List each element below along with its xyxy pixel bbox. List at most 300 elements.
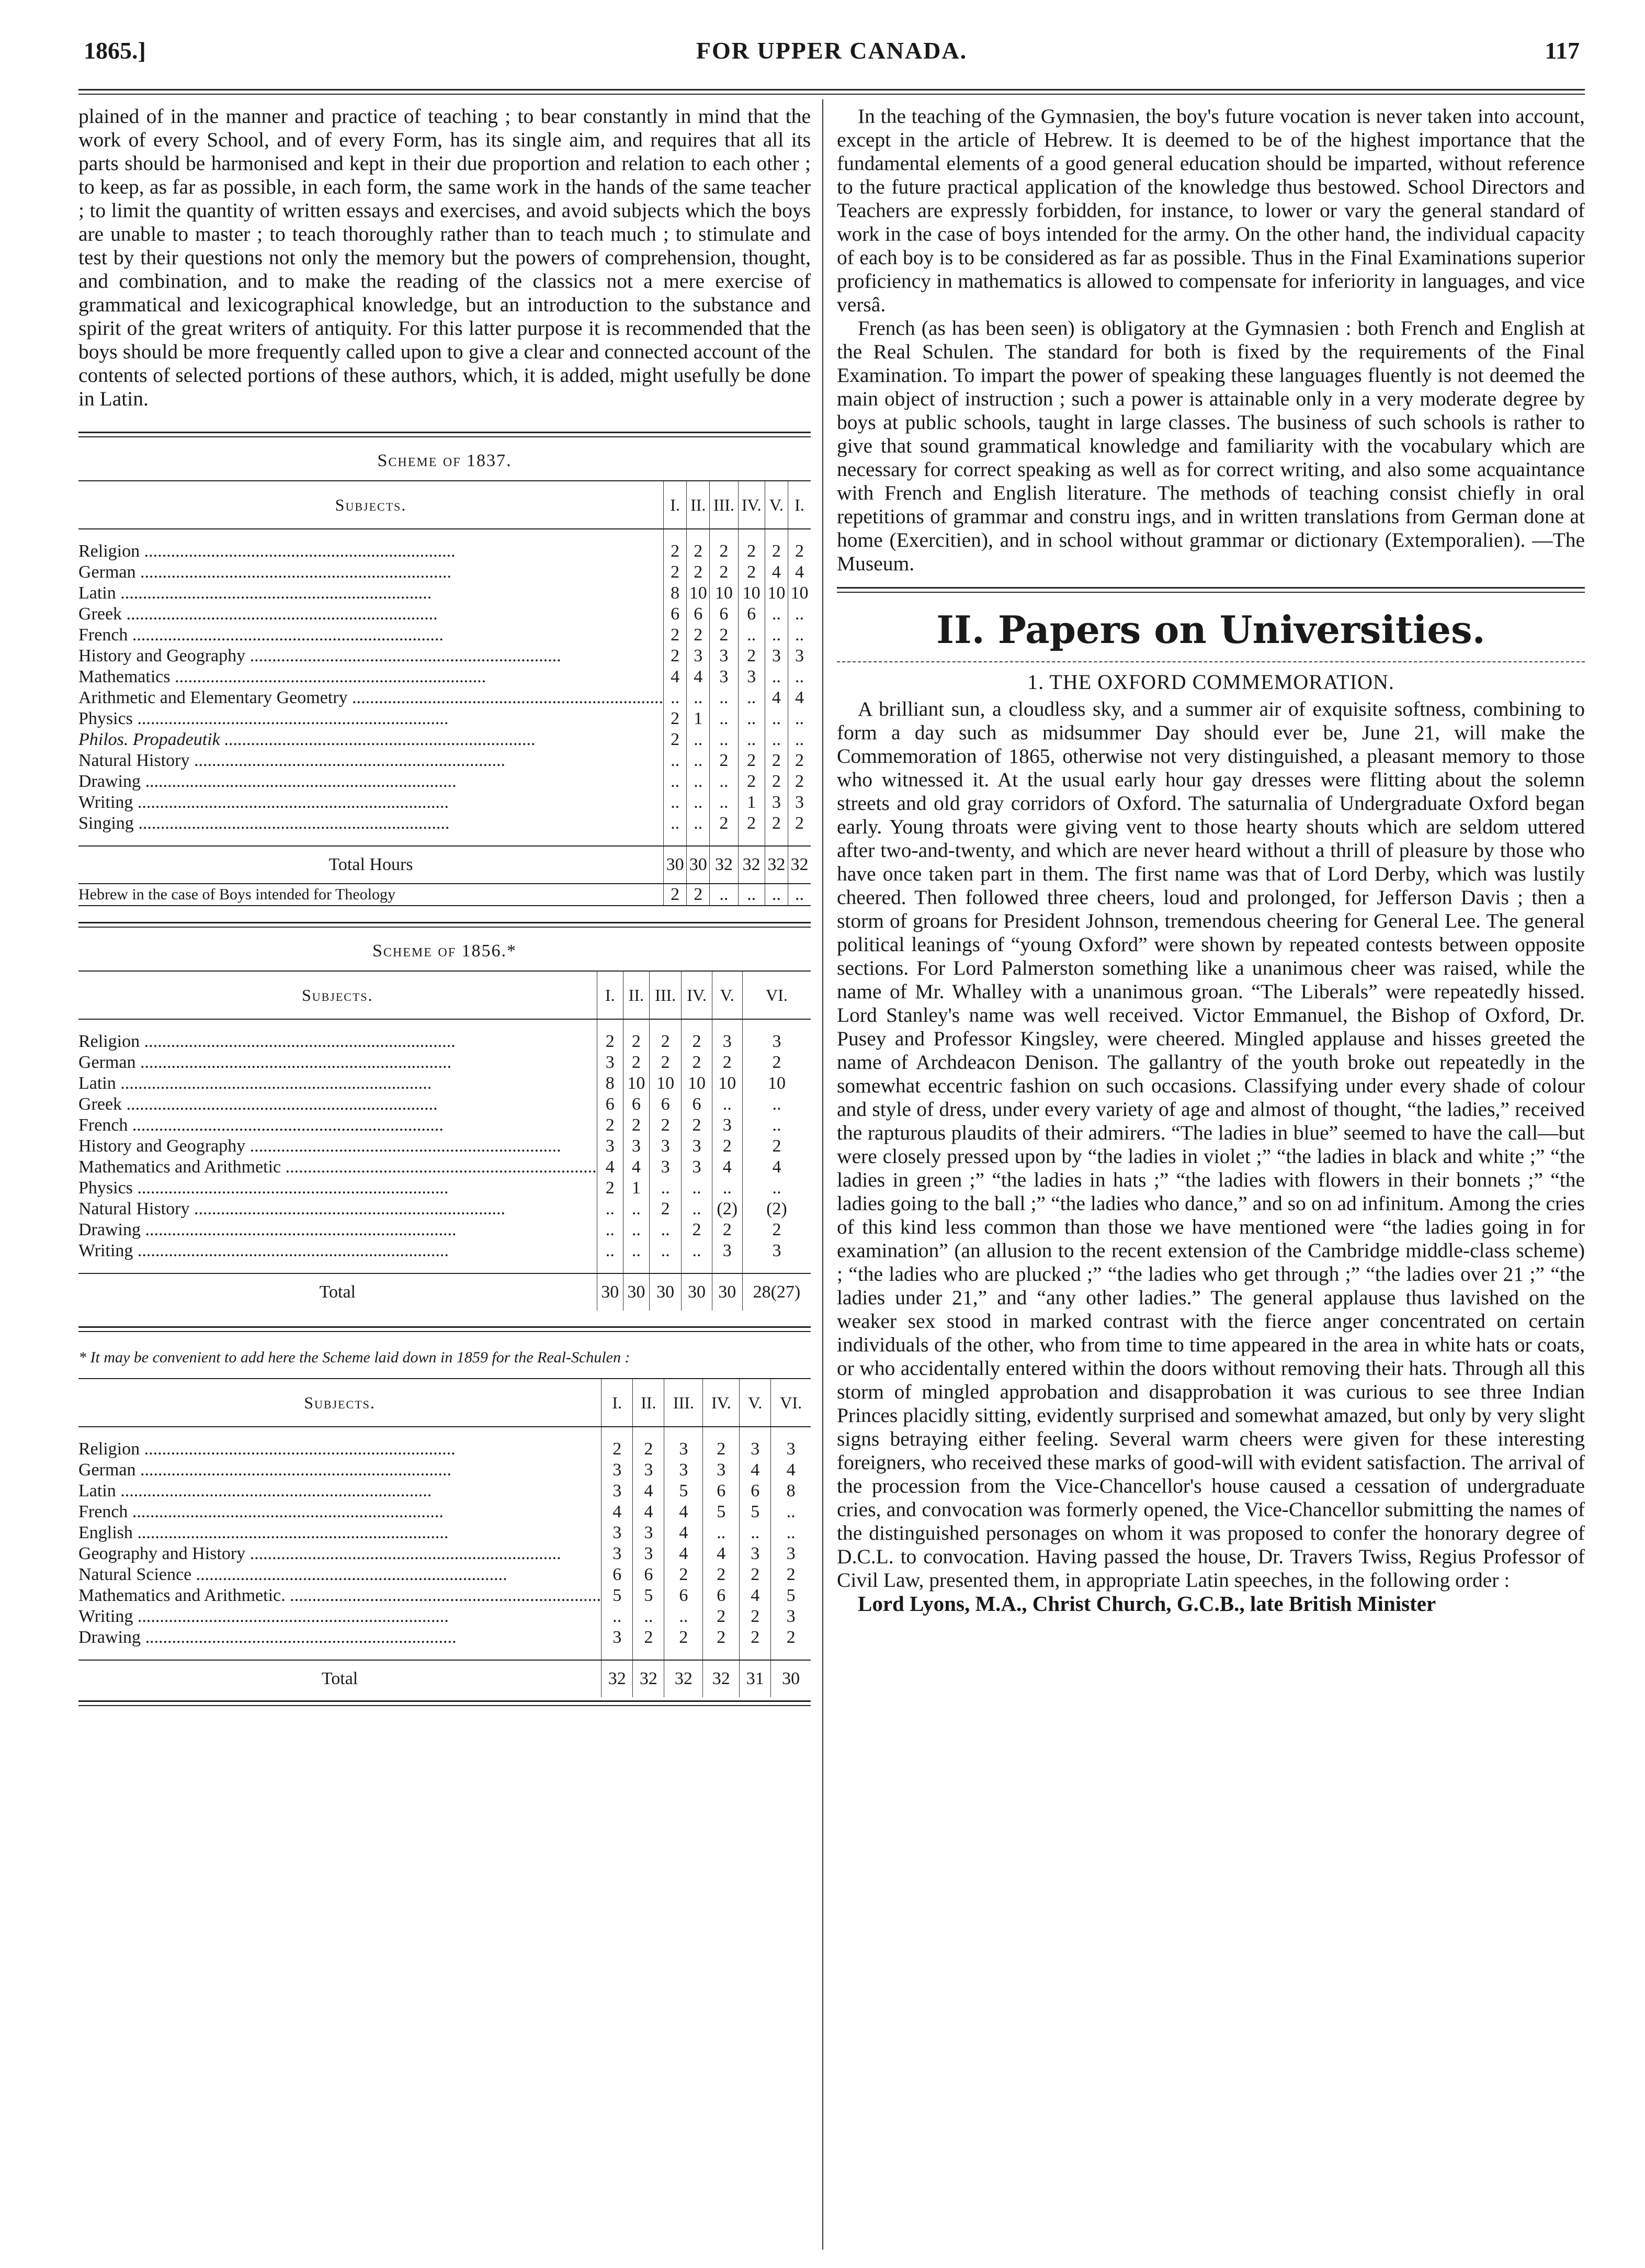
subject-cell: Drawing .....: [78, 1627, 602, 1648]
hours-cell: 2: [710, 541, 738, 562]
hours-cell: 3: [712, 1115, 742, 1136]
hours-cell: 2: [687, 541, 710, 562]
hours-cell: 4: [771, 1460, 811, 1481]
subject-cell: Physics .....: [78, 708, 664, 729]
hours-cell: 30: [597, 1273, 623, 1311]
hours-cell: ..: [712, 1094, 742, 1115]
table-row: [78, 729, 811, 750]
table-row: [78, 625, 811, 646]
table-row: [78, 1094, 811, 1115]
hours-cell: 4: [687, 667, 710, 687]
hours-cell: 3: [703, 1460, 740, 1481]
hours-cell: 2: [765, 750, 788, 771]
spacer-row: [78, 1261, 811, 1273]
hours-cell: 3: [649, 1136, 682, 1157]
hours-cell: 3: [687, 646, 710, 667]
hours-cell: 30: [664, 846, 687, 884]
hours-cell: ..: [765, 708, 788, 729]
subjects-header: Subjects.: [78, 481, 664, 529]
hours-cell: 2: [633, 1627, 664, 1648]
hours-cell: 4: [703, 1543, 740, 1564]
hours-cell: 2: [664, 708, 687, 729]
hours-cell: ..: [623, 1199, 649, 1220]
divider: [78, 432, 811, 437]
hours-cell: 2: [664, 1627, 703, 1648]
hours-cell: 2: [597, 1178, 623, 1199]
hours-cell: 2: [765, 771, 788, 792]
hours-cell: ..: [682, 1178, 712, 1199]
hours-cell: 5: [740, 1502, 771, 1522]
hours-cell: 1: [623, 1178, 649, 1199]
form-header: II.: [687, 481, 710, 529]
form-header: I.: [788, 481, 811, 529]
hours-cell: ..: [738, 729, 765, 750]
form-header: IV.: [738, 481, 765, 529]
hours-cell: 3: [742, 1240, 811, 1261]
table-row: [78, 541, 811, 562]
hours-cell: ..: [771, 1502, 811, 1522]
hours-cell: 2: [738, 646, 765, 667]
wavy-rule: [837, 661, 1585, 662]
hours-cell: 4: [633, 1481, 664, 1502]
hours-cell: 1: [687, 708, 710, 729]
hours-cell: ..: [664, 750, 687, 771]
subject-cell: Arithmetic and Elementary Geometry .....: [78, 687, 664, 708]
hours-cell: 4: [602, 1502, 633, 1522]
hours-cell: ..: [788, 625, 811, 646]
form-header: V.: [740, 1379, 771, 1427]
table-row: [78, 1481, 811, 1502]
hours-cell: ..: [703, 1522, 740, 1543]
hours-cell: 3: [633, 1543, 664, 1564]
table-row: [78, 771, 811, 792]
hours-cell: ..: [664, 1606, 703, 1627]
hours-cell: 3: [740, 1543, 771, 1564]
hours-cell: 3: [597, 1052, 623, 1073]
hours-cell: 2: [742, 1052, 811, 1073]
hours-cell: 3: [788, 646, 811, 667]
hours-cell: 6: [664, 604, 687, 625]
table-row: [78, 1240, 811, 1261]
hours-cell: ..: [687, 792, 710, 813]
hours-cell: 6: [633, 1564, 664, 1585]
hours-cell: ..: [710, 792, 738, 813]
subject-cell: Latin .....: [78, 583, 664, 604]
commemoration-paragraph: A brilliant sun, a cloudless sky, and a summer air of exquisite softness, combining to form a day such as midsummer Day should ever be, June 21, will make the Commemoration of 1865, otherwise not very distinguished, a pleasant memory to those who witnessed it. At the usual early hour gay dresses were flitting about the solemn streets and old gray corridors of Oxford. The saturnalia of Undergraduate Oxford began early. Young throats were giving vent to those hearty shouts which are seldom uttered after two-and-twenty, and which are never heard without a thrill of pleasure by those who have once taken part in them. The first name was that of Lord Derby, which was lustily cheered. Then followed three cheers, loud and prolonged, for Jefferson Davis ; then a storm of groans for President Johnson, tremendous cheering for General Lee. The general political leanings of “young Oxford” were shown by repeated contests between opposite sections. For Lord Palmerston something like a unanimous cheer was raised, while the name of Mr. Whalley with a unanimous groan. “The Liberals” were repeatedly hissed. Lord Stanley's name was well received. Victor Emmanuel, the Bishop of Oxford, Dr. Pusey and Professor Kingsley, were cheered. Mingled applause and hisses greeted the name of Archdeacon Denison. The gallantry of the youth broke out repeatedly in the somewhat eccentric fashion on such occasions. Classifying under every shade of colour and style of dress, under every variety of age and almost of thought, “the ladies,” received the rapturous plaudits of their admirers. “The ladies in blue” seemed to have the call—but were closely pressed upon by “the ladies in violet ;” “the ladies in black and white ;” “the ladies in green ;” “the ladies in hats ;” “the ladies with flowers in their bonnets ;” “the ladies going to the ball ;” “the ladies who dance,” and so on ad infinitum. Among the cries of this kind less common than those we have mentioned were “the ladies going in for examination” (an allusion to the recent extension of the Cambridge middle-class scheme) ; “the ladies who are plucked ;” “the ladies who get through ;” “the ladies over 21 ;” “the ladies under 21,” and “any other ladies.” The general applause thus lavished on the weaker sex stood in marked contrast with the fierce anger concentrated on certain individuals of the other, who from time to time appeared in the area in white hats or coats, or who accidentally entered within the doors without removing their hats. Through all this storm of mingled approbation and disapprobation it was curious to see three Indian Princes placidly sitting, evidently surprised and somewhat amazed, but only by very slight signs betraying either feeling. Several warm cheers were given for these interesting foreigners, who received these marks of good-will with evident satisfaction. The arrival of the procession from the Vice-Chancellor's house caused a cessation of undergraduate cries, and convocation was formerly opened, the Vice-Chancellor submitting the names of the distinguished personages on whom it was proposed to confer the honorary degree of D.C.L. to convocation. Having passed the house, Dr. Travers Twiss, Regius Professor of Civil Law, presented them, in appropriate Latin speeches, in the following order :: [837, 697, 1585, 1592]
hours-cell: ..: [788, 667, 811, 687]
section-rule: [837, 587, 1585, 593]
table-row: [78, 667, 811, 687]
hours-cell: 2: [788, 541, 811, 562]
hours-cell: ..: [687, 750, 710, 771]
table-row: [78, 1460, 811, 1481]
hours-cell: 8: [664, 583, 687, 604]
hours-cell: ..: [687, 687, 710, 708]
hours-cell: 6: [649, 1094, 682, 1115]
hours-cell: 10: [765, 583, 788, 604]
hours-cell: 32: [633, 1660, 664, 1697]
table-row: [78, 646, 811, 667]
form-header: IV.: [703, 1379, 740, 1427]
hours-cell: 4: [664, 1543, 703, 1564]
form-header: I.: [602, 1379, 633, 1427]
hours-cell: 4: [623, 1157, 649, 1178]
scheme-1856-table: [78, 971, 811, 1311]
hours-cell: ..: [710, 687, 738, 708]
subject-cell: Natural History .....: [78, 750, 664, 771]
subject-cell: Mathematics and Arithmetic. .....: [78, 1585, 602, 1606]
hours-cell: 4: [740, 1585, 771, 1606]
hours-cell: 3: [771, 1439, 811, 1460]
hours-cell: 30: [623, 1273, 649, 1311]
hours-cell: 2: [765, 541, 788, 562]
form-header: II.: [623, 971, 649, 1019]
subject-cell: Total Hours: [78, 846, 664, 884]
newspaper-page: [78, 37, 1585, 2244]
table-row: [78, 562, 811, 583]
spacer-row: [78, 1019, 811, 1031]
hours-cell: 6: [664, 1585, 703, 1606]
table-row: [78, 1439, 811, 1460]
hours-cell: 2: [712, 1220, 742, 1240]
hours-cell: 2: [710, 813, 738, 834]
hours-cell: 3: [602, 1627, 633, 1648]
scheme-1859-table: [78, 1378, 811, 1697]
subjects-header: Subjects.: [78, 1379, 602, 1427]
hebrew-row: [78, 884, 811, 906]
scheme-1837-title: Scheme of 1837.: [377, 451, 512, 470]
hours-cell: ..: [740, 1522, 771, 1543]
hours-cell: 30: [712, 1273, 742, 1311]
hours-cell: 2: [682, 1115, 712, 1136]
hours-cell: ..: [710, 771, 738, 792]
hours-cell: ..: [649, 1240, 682, 1261]
hours-cell: 3: [742, 1031, 811, 1052]
hours-cell: 4: [788, 562, 811, 583]
hours-cell: 3: [597, 1136, 623, 1157]
hours-cell: 2: [664, 562, 687, 583]
subject-cell: Latin .....: [78, 1481, 602, 1502]
hours-cell: 4: [740, 1460, 771, 1481]
table-row: [78, 813, 811, 834]
form-header: V.: [712, 971, 742, 1019]
hours-cell: ..: [664, 771, 687, 792]
subject-cell: Geography and History .....: [78, 1543, 602, 1564]
header-rule: [78, 89, 1585, 95]
hours-cell: 10: [649, 1073, 682, 1094]
hours-cell: 4: [664, 1522, 703, 1543]
hours-cell: 6: [703, 1481, 740, 1502]
hours-cell: 6: [597, 1094, 623, 1115]
hours-cell: 3: [649, 1157, 682, 1178]
hours-cell: 2: [771, 1627, 811, 1648]
hours-cell: 6: [740, 1481, 771, 1502]
hours-cell: 2: [712, 1136, 742, 1157]
hours-cell: 3: [602, 1522, 633, 1543]
hours-cell: 2: [712, 1052, 742, 1073]
table-row: [78, 1585, 811, 1606]
hours-cell: ..: [738, 708, 765, 729]
hours-cell: 2: [710, 625, 738, 646]
hours-cell: 30: [682, 1273, 712, 1311]
hours-cell: 2: [687, 625, 710, 646]
hours-cell: 30: [771, 1660, 811, 1697]
hours-cell: 10: [788, 583, 811, 604]
column-divider: [822, 99, 823, 2250]
hours-cell: ..: [788, 884, 811, 906]
hours-cell: 3: [664, 1460, 703, 1481]
divider: [78, 1326, 811, 1332]
right-column: [837, 105, 1585, 1616]
hours-cell: 2: [687, 562, 710, 583]
hours-cell: 3: [788, 792, 811, 813]
hours-cell: 3: [765, 792, 788, 813]
hours-cell: 2: [664, 1564, 703, 1585]
page-header: [78, 37, 1585, 84]
hours-cell: 2: [664, 541, 687, 562]
hours-cell: ..: [623, 1240, 649, 1261]
hours-cell: 3: [602, 1543, 633, 1564]
subject-cell: Religion .....: [78, 1439, 602, 1460]
divider: [78, 922, 811, 928]
hours-cell: 2: [649, 1199, 682, 1220]
hours-cell: 8: [771, 1481, 811, 1502]
hours-cell: 2: [765, 813, 788, 834]
total-row: [78, 1273, 811, 1311]
table-header-row: [78, 971, 811, 1019]
footnote: * It may be convenient to add here the Scheme laid down in 1859 for the Real-Schulen :: [78, 1349, 630, 1366]
hours-cell: ..: [687, 771, 710, 792]
hours-cell: 10: [623, 1073, 649, 1094]
hours-cell: ..: [597, 1240, 623, 1261]
hours-cell: 28(27): [742, 1273, 811, 1311]
hours-cell: ..: [765, 625, 788, 646]
table-row: [78, 1199, 811, 1220]
subject-cell: Writing .....: [78, 1240, 597, 1261]
hours-cell: 2: [788, 813, 811, 834]
hours-cell: ..: [597, 1199, 623, 1220]
hours-cell: 3: [623, 1136, 649, 1157]
subject-cell: History and Geography .....: [78, 1136, 597, 1157]
hours-cell: 2: [649, 1052, 682, 1073]
hours-cell: 32: [602, 1660, 633, 1697]
hours-cell: 4: [765, 562, 788, 583]
hours-cell: 2: [633, 1439, 664, 1460]
hours-cell: 32: [765, 846, 788, 884]
hours-cell: 6: [687, 604, 710, 625]
hours-cell: 2: [710, 562, 738, 583]
subject-cell: Religion .....: [78, 541, 664, 562]
hours-cell: 2: [623, 1115, 649, 1136]
hours-cell: 30: [687, 846, 710, 884]
table-row: [78, 1627, 811, 1648]
hours-cell: 3: [771, 1543, 811, 1564]
subject-cell: Greek .....: [78, 1094, 597, 1115]
hours-cell: 1: [738, 792, 765, 813]
hours-cell: 3: [710, 646, 738, 667]
table-row: [78, 1052, 811, 1073]
subject-cell: Total: [78, 1660, 602, 1697]
spacer-row: [78, 1648, 811, 1660]
hours-cell: ..: [742, 1178, 811, 1199]
hours-cell: 2: [703, 1627, 740, 1648]
hours-cell: 32: [738, 846, 765, 884]
hours-cell: 32: [664, 1660, 703, 1697]
hours-cell: 4: [765, 687, 788, 708]
hours-cell: 32: [703, 1660, 740, 1697]
hours-cell: 3: [712, 1031, 742, 1052]
hours-cell: ..: [710, 729, 738, 750]
subject-cell: German .....: [78, 1460, 602, 1481]
hours-cell: 2: [740, 1627, 771, 1648]
hours-cell: ..: [742, 1115, 811, 1136]
spacer-row: [78, 834, 811, 846]
hours-cell: 10: [682, 1073, 712, 1094]
subject-cell: Drawing .....: [78, 771, 664, 792]
subject-cell: Writing .....: [78, 1606, 602, 1627]
subject-cell: French .....: [78, 1502, 602, 1522]
table-row: [78, 604, 811, 625]
hours-cell: ..: [742, 1094, 811, 1115]
header-title: FOR UPPER CANADA.: [696, 37, 968, 64]
form-header: VI.: [742, 971, 811, 1019]
hours-cell: ..: [710, 708, 738, 729]
subject-cell: Hebrew in the case of Boys intended for Theology: [78, 884, 664, 906]
form-header: III.: [664, 1379, 703, 1427]
french-paragraph: French (as has been seen) is obligatory at the Gymnasien : both French and English at the Real Schulen. The standard for both is fixed by the requirements of the Final Examination. To impart the power of speaking these languages fluently is not deemed the main object of instruction ; such a power is attainable only in a very moderate degree by boys at public schools, taught in large classes. The business of such schools is rather to give that sound grammatical knowledge and familiarity with the vocabulary which are necessary for correct speaking as well as for correct writing, and also some acquaintance with French and English literature. The methods of teaching consist chiefly in oral repetitions of grammar and constru ings, and in written translations from German done at home (Exercitien), and in school without grammar or dictionary (Extemporalien). —The Museum.: [837, 317, 1585, 575]
table-row: [78, 1136, 811, 1157]
hours-cell: 6: [623, 1094, 649, 1115]
hours-cell: 10: [712, 1073, 742, 1094]
hours-cell: 2: [682, 1052, 712, 1073]
subject-cell: History and Geography .....: [78, 646, 664, 667]
hours-cell: ..: [664, 687, 687, 708]
page-number: 117: [1545, 37, 1580, 64]
subjects-header: Subjects.: [78, 971, 597, 1019]
table-row: [78, 792, 811, 813]
hours-cell: 2: [788, 750, 811, 771]
form-header: IV.: [682, 971, 712, 1019]
table-row: [78, 1543, 811, 1564]
hours-cell: ..: [687, 729, 710, 750]
gymnasien-paragraph: In the teaching of the Gymnasien, the boy's future vocation is never taken into account, except in the article of Hebrew. It is deemed to be of the highest importance that the fundamental elements of a good general education should be imparted, without reference to the future practical application of the knowledge thus bestowed. School Directors and Teachers are expressly forbidden, for instance, to lower or vary the general standard of work in the case of boys intended for the army. On the other hand, the individual capacity of each boy is to be considered as far as possible. Thus in the Final Examinations superior proficiency in mathematics is allowed to compensate for inferiority in languages, and vice versâ.: [837, 105, 1585, 316]
hours-cell: 2: [703, 1606, 740, 1627]
divider: [78, 1700, 811, 1706]
subject-cell: Singing .....: [78, 813, 664, 834]
subject-cell: Greek .....: [78, 604, 664, 625]
subject-cell: Drawing .....: [78, 1220, 597, 1240]
hours-cell: ..: [602, 1606, 633, 1627]
hours-cell: 6: [602, 1564, 633, 1585]
spacer-row: [78, 1427, 811, 1439]
hours-cell: ..: [682, 1199, 712, 1220]
hours-cell: 2: [742, 1220, 811, 1240]
table-row: [78, 1564, 811, 1585]
table-row: [78, 1220, 811, 1240]
subject-cell: Philos. Propadeutik .....: [78, 729, 664, 750]
table-row: [78, 1502, 811, 1522]
hours-cell: ..: [788, 708, 811, 729]
subject-cell: Physics .....: [78, 1178, 597, 1199]
hours-cell: 10: [687, 583, 710, 604]
hours-cell: 32: [788, 846, 811, 884]
hours-cell: ..: [788, 604, 811, 625]
hours-cell: 2: [597, 1115, 623, 1136]
hours-cell: 2: [649, 1115, 682, 1136]
subject-cell: Natural Science .....: [78, 1564, 602, 1585]
hours-cell: ..: [597, 1220, 623, 1240]
subject-cell: English .....: [78, 1522, 602, 1543]
hours-cell: 2: [649, 1031, 682, 1052]
hours-cell: 2: [597, 1031, 623, 1052]
hours-cell: 6: [682, 1094, 712, 1115]
hours-cell: 2: [710, 750, 738, 771]
hours-cell: ..: [765, 729, 788, 750]
hours-cell: 5: [703, 1502, 740, 1522]
hours-cell: 3: [712, 1240, 742, 1261]
hours-cell: 4: [712, 1157, 742, 1178]
hours-cell: 2: [623, 1031, 649, 1052]
table-row: [78, 1031, 811, 1052]
hours-cell: 2: [687, 884, 710, 906]
hours-cell: 6: [703, 1585, 740, 1606]
hours-cell: 6: [738, 604, 765, 625]
hours-cell: ..: [623, 1220, 649, 1240]
hours-cell: ..: [649, 1178, 682, 1199]
hours-cell: ..: [682, 1240, 712, 1261]
hours-cell: (2): [712, 1199, 742, 1220]
hours-cell: ..: [765, 604, 788, 625]
hours-cell: 5: [602, 1585, 633, 1606]
hours-cell: 3: [740, 1439, 771, 1460]
hours-cell: 2: [682, 1031, 712, 1052]
hours-cell: 4: [742, 1157, 811, 1178]
table-header-row: [78, 1379, 811, 1427]
left-column: [78, 105, 811, 1706]
subject-cell: Total: [78, 1273, 597, 1311]
hours-cell: 2: [788, 771, 811, 792]
form-header: I.: [664, 481, 687, 529]
hours-cell: ..: [738, 687, 765, 708]
hours-cell: 8: [597, 1073, 623, 1094]
hours-cell: ..: [633, 1606, 664, 1627]
hours-cell: 6: [710, 604, 738, 625]
hours-cell: 2: [738, 813, 765, 834]
table-row: [78, 1606, 811, 1627]
hours-cell: 10: [738, 583, 765, 604]
hours-cell: 4: [633, 1502, 664, 1522]
table-row: [78, 708, 811, 729]
hours-cell: ..: [738, 884, 765, 906]
hours-cell: 2: [742, 1136, 811, 1157]
table-row: [78, 750, 811, 771]
hours-cell: 5: [664, 1481, 703, 1502]
hours-cell: 32: [710, 846, 738, 884]
table-row: [78, 583, 811, 604]
hours-cell: 31: [740, 1660, 771, 1697]
hours-cell: 3: [765, 646, 788, 667]
hours-cell: (2): [742, 1199, 811, 1220]
table-header-row: [78, 481, 811, 529]
table-row: [78, 1522, 811, 1543]
form-header: V.: [765, 481, 788, 529]
hours-cell: 3: [602, 1481, 633, 1502]
hours-cell: 2: [738, 562, 765, 583]
scheme-1837-table: [78, 480, 811, 906]
hours-cell: 30: [649, 1273, 682, 1311]
hours-cell: 2: [738, 750, 765, 771]
hours-cell: 3: [682, 1157, 712, 1178]
